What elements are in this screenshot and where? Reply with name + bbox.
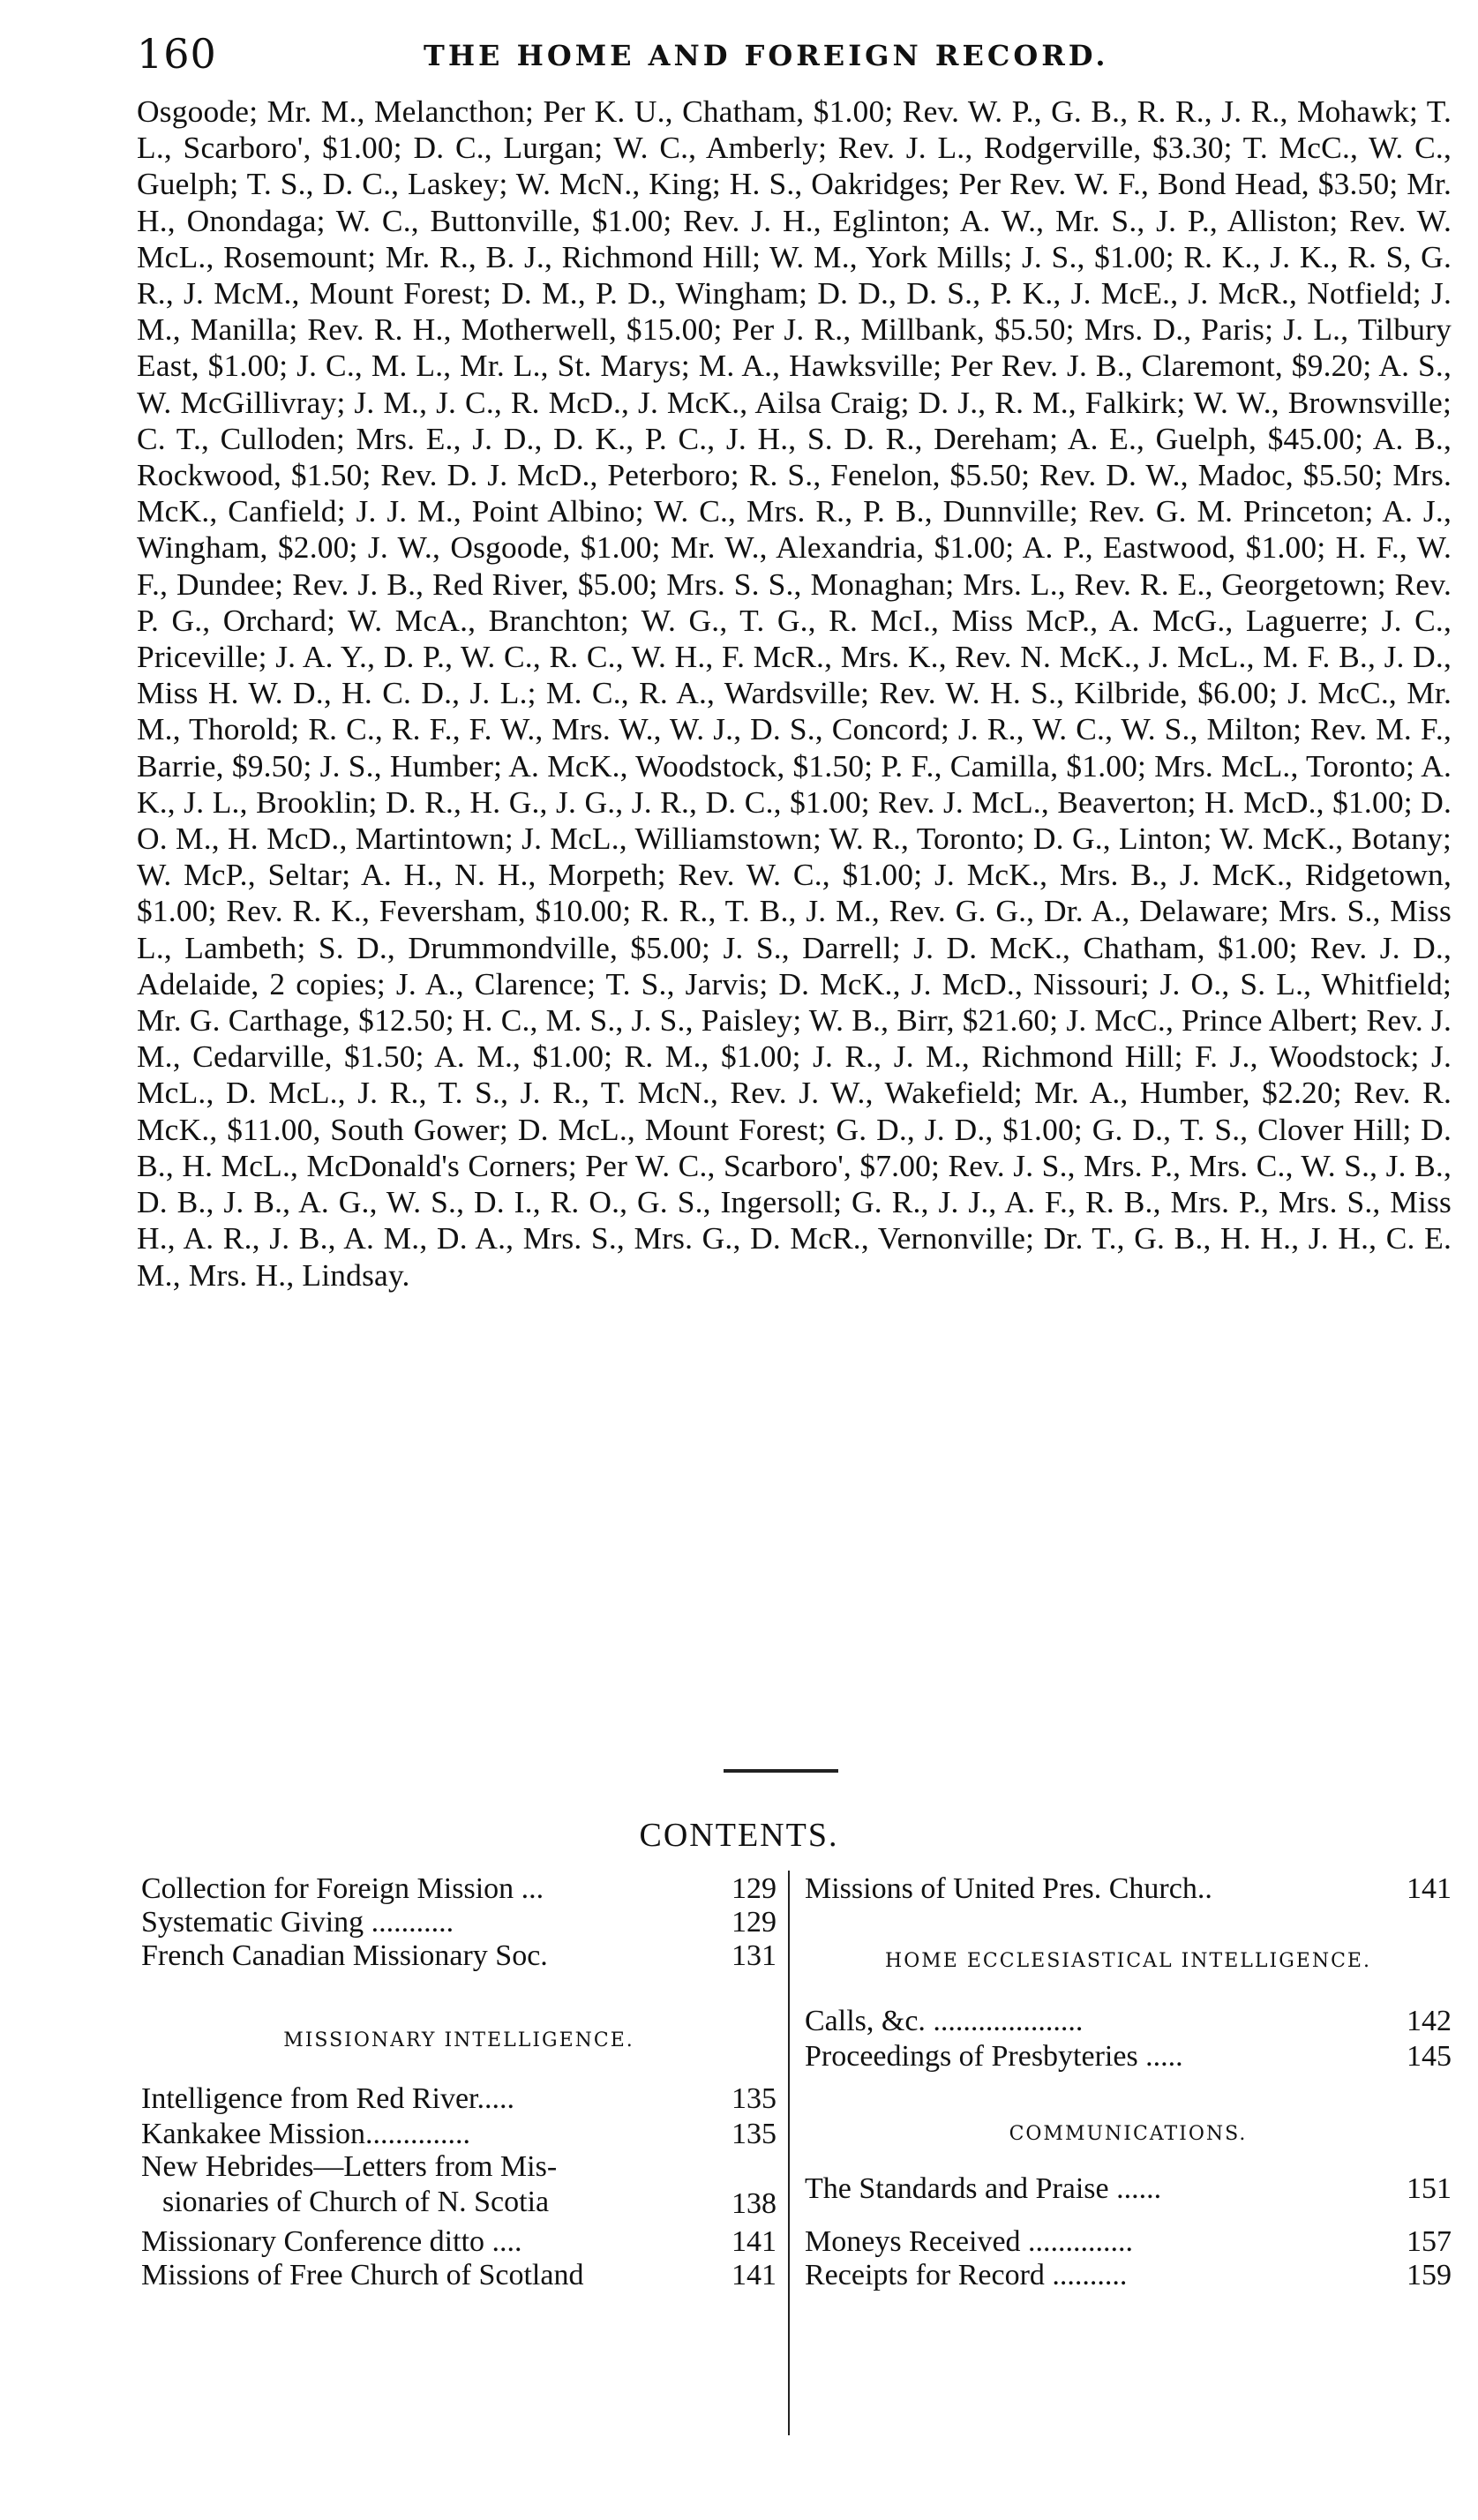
entry-title: French Canadian Missionary Soc.	[141, 1939, 548, 1972]
contents-entry	[805, 2171, 1452, 2208]
entry-page: 141	[731, 2225, 777, 2258]
entry-title: Intelligence from Red River.....	[141, 2082, 514, 2115]
entry-page: 151	[1407, 2172, 1452, 2205]
contents-entry	[141, 1938, 777, 1975]
contents-entry	[141, 1904, 777, 1941]
entry-page: 141	[731, 2259, 777, 2291]
section-heading-missionary: MISSIONARY INTELLIGENCE.	[283, 2029, 634, 2051]
entry-title: Missions of United Pres. Church..	[805, 1872, 1212, 1905]
entry-title: Collection for Foreign Mission ...	[141, 1872, 544, 1905]
contents-entry	[805, 1871, 1452, 1908]
entry-page: 135	[731, 2118, 777, 2150]
receipts-list: Osgoode; Mr. M., Melancthon; Per K. U., Chatham, $1.00; Rev. W. P., G. B., R. R., J. R., Mohawk; T. L., Scarboro', $1.00; D. C., Lurgan; W. C., Amberly; Rev. J. L., Rodgerville, $3.30; T. McC., W. C., Guelph; T. S., D. C., Laskey; W. McN., King; H. S., Oakridges; Per Rev. W. F., Bond Head, $3.50; Mr. H., Onondaga; W. C., Buttonville, $1.00; Rev. J. H., Eglinton; A. W., Mr. S., J. P., Alliston; Rev. W. McL., Rosemount; Mr. R., B. J., Richmond Hill; W. M., York Mills; J. S., $1.00; R. K., J. K., R. S, G. R., J. McM., Mount Forest; D. M., P. D., Wingham; D. D., D. S., P. K., J. McE., J. McR., Notfield; J. M., Manilla; Rev. R. H., Motherwell, $15.00; Per J. R., Millbank, $5.50; Mrs. D., Paris; J. L., Tilbury East, $1.00; J. C., M. L., Mr. L., St. Marys; M. A., Hawksville; Per Rev. J. B., Claremont, $9.20; A. S., W. McGillivray; J. M., J. C., R. McD., J. McK., Ailsa Craig; D. J., R. M., Falkirk; W. W., Brownsville; C. T., Culloden; Mrs. E., J. D., D. K., P. C., J. H., S. D. R., Dereham; A. E., Guelph, $45.00; A. B., Rockwood, $1.50; Rev. D. J. McD., Peterboro; R. S., Fenelon, $5.50; Rev. D. W., Madoc, $5.50; Mrs. McK., Canfield; J. J. M., Point Albino; W. C., Mrs. R., P. B., Dunnville; Rev. G. M. Princeton; A. J., Wingham, $2.00; J. W., Osgoode, $1.00; Mr. W., Alexandria, $1.00; A. P., Eastwood, $1.00; H. F., W. F., Dundee; Rev. J. B., Red River, $5.00; Mrs. S. S., Monaghan; Mrs. L., Rev. R. E., Georgetown; Rev. P. G., Orchard; W. McA., Branchton; W. G., T. G., R. McI., Miss McP., A. McG., Laguerre; J. C., Priceville; J. A. Y., D. P., W. C., R. C., W. H., F. McR., Mrs. K., Rev. N. McK., J. McL., M. F. B., J. D., Miss H. W. D., H. C. D., J. L.; M. C., R. A., Wardsville; Rev. W. H. S., Kilbride, $6.00; J. McC., Mr. M., Thorold; R. C., R. F., F. W., Mrs. W., W. J., D. S., Concord; J. R., W. C., W. S., Milton; Rev. M. F., Barrie, $9.50; J. S., Humber; A. McK., Woodstock, $1.50; P. F., Camilla, $1.00; Mrs. McL., Toronto; A. K., J. L., Brooklin; D. R., H. G., J. G., J. R., D. C., $1.00; Rev. J. McL., Beaverton; H. McD., $1.00; D. O. M., H. McD., Martintown; J. McL., Williamstown; W. R., Toronto; D. G., Linton; W. McK., Botany; W. McP., Seltar; A. H., N. H., Morpeth; Rev. W. C., $1.00; J. McK., Mrs. B., J. McK., Ridgetown, $1.00; Rev. R. K., Feversham, $10.00; R. R., T. B., J. M., Rev. G. G., Dr. A., Delaware; Mrs. S., Miss L., Lambeth; S. D., Drummondville, $5.00; J. S., Darrell; J. D. McK., Chatham, $1.00; Rev. J. D., Adelaide, 2 copies; J. A., Clarence; T. S., Jarvis; D. McK., J. McD., Nissouri; J. O., S. L., Whitfield; Mr. G. Carthage, $12.50; H. C., M. S., J. S., Paisley; W. B., Birr, $21.60; J. McC., Prince Albert; Rev. J. M., Cedarville, $1.50; A. M., $1.00; R. M., $1.00; J. R., J. M., Richmond Hill; F. J., Woodstock; J. McL., D. McL., J. R., T. S., J. R., T. McN., Rev. J. W., Wakefield; Mr. A., Humber, $2.20; Rev. R. McK., $11.00, South Gower; D. McL., Mount Forest; G. D., J. D., $1.00; G. D., T. S., Clover Hill; D. B., H. McL., McDonald's Corners; Per W. C., Scarboro', $7.00; Rev. J. S., Mrs. P., Mrs. C., W. S., J. B., D. B., J. B., A. G., W. S., D. I., R. O., G. S., Ingersoll; G. R., J. J., A. F., R. B., Mrs. P., Mrs. S., Miss H., A. R., J. B., A. M., D. A., Mrs. S., Mrs. G., D. McR., Vernonville; Dr. T., G. B., H. H., J. H., C. E. M., Mrs. H., Lindsay.	[137, 94, 1452, 1293]
running-title: THE HOME AND FOREIGN RECORD.	[424, 39, 1109, 72]
entry-page: 129	[731, 1906, 777, 1939]
entry-page: 157	[1407, 2225, 1452, 2258]
contents-entry	[141, 2149, 777, 2224]
entry-title: Receipts for Record ..........	[805, 2259, 1128, 2291]
entry-title: Calls, &c. ....................	[805, 2005, 1084, 2037]
contents-heading: CONTENTS.	[639, 1817, 839, 1854]
entry-page: 159	[1407, 2259, 1452, 2291]
page-number: 160	[137, 30, 217, 78]
entry-title-line1: New Hebrides—Letters from Mis-	[141, 2150, 558, 2183]
entry-title: Missionary Conference ditto ....	[141, 2225, 522, 2258]
entry-page: 142	[1407, 2005, 1452, 2037]
section-heading-communications: COMMUNICATIONS.	[1009, 2123, 1248, 2145]
contents-entry	[141, 1871, 777, 1908]
entry-title: Moneys Received ..............	[805, 2225, 1134, 2258]
entry-title: Proceedings of Presbyteries .....	[805, 2040, 1183, 2073]
entry-title: The Standards and Praise ......	[805, 2172, 1162, 2205]
entry-page: 129	[731, 1872, 777, 1905]
contents-column-divider	[788, 1871, 790, 2435]
contents-entry	[805, 2003, 1452, 2040]
contents-entry	[141, 2116, 777, 2153]
entry-page: 131	[731, 1939, 777, 1972]
entry-page: 141	[1407, 1872, 1452, 1905]
contents-entry	[141, 2081, 777, 2118]
entry-title: Systematic Giving ...........	[141, 1906, 454, 1939]
entry-title: Missions of Free Church of Scotland	[141, 2259, 584, 2291]
entry-page: 138	[731, 2187, 777, 2220]
section-heading-home: HOME ECCLESIASTICAL INTELLIGENCE.	[885, 1950, 1371, 1972]
entry-title	[141, 2149, 706, 2220]
entry-title: Kankakee Mission..............	[141, 2118, 471, 2150]
contents-entry	[805, 2038, 1452, 2075]
contents-entry	[141, 2224, 777, 2261]
section-divider-rule	[724, 1769, 838, 1773]
entry-page: 145	[1407, 2040, 1452, 2073]
page-header	[137, 26, 1452, 88]
contents-entry	[805, 2224, 1452, 2261]
entry-page: 135	[731, 2082, 777, 2115]
contents-entry	[805, 2257, 1452, 2294]
entry-title-line2: sionaries of Church of N. Scotia	[162, 2186, 550, 2218]
contents-entry	[141, 2257, 777, 2294]
